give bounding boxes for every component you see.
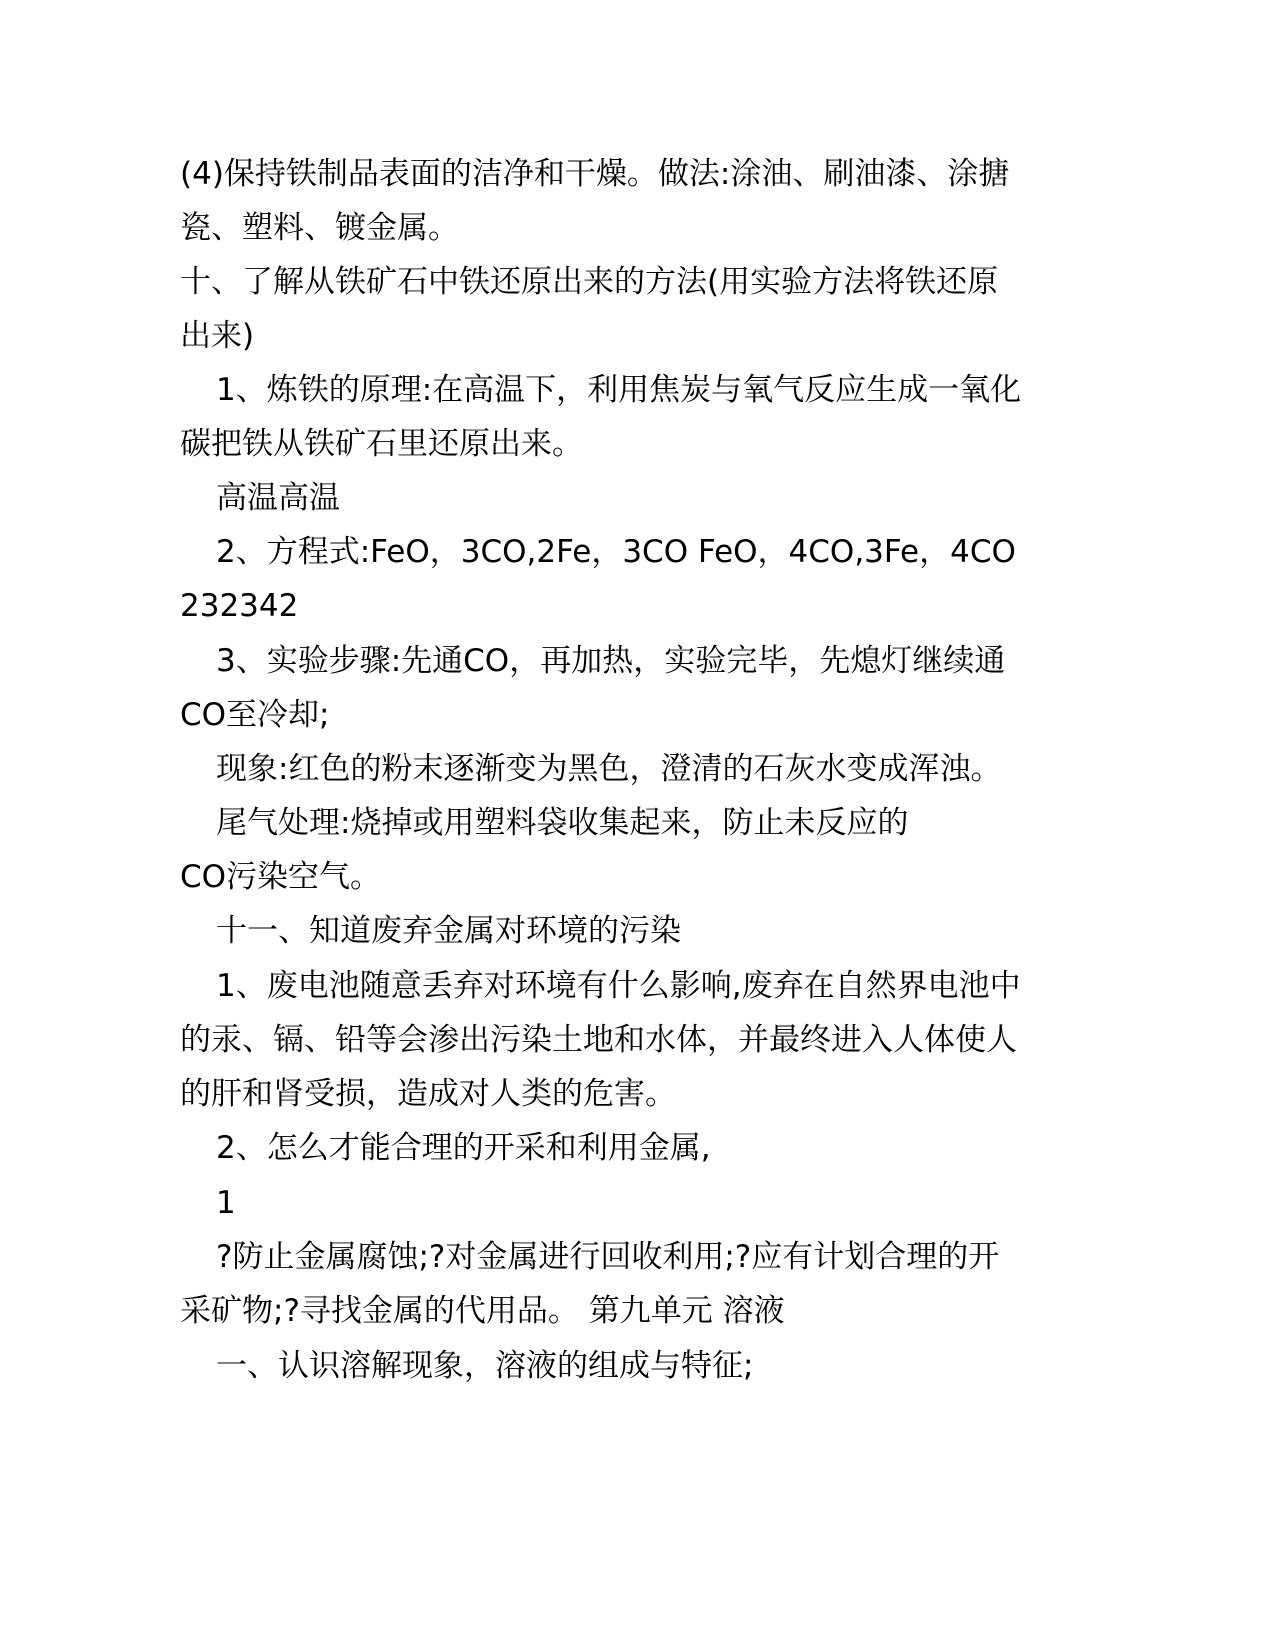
text-line-11: CO至冷却; xyxy=(180,697,330,733)
text-line-2: 瓷、塑料、镀金属。 xyxy=(180,210,459,246)
text-line-16: 1、废电池随意丢弃对环境有什么影响,废弃在自然界电池中 xyxy=(216,968,1021,1004)
text-line-4: 出来) xyxy=(180,318,255,354)
text-line-20: 1 xyxy=(216,1185,236,1221)
text-line-13: 尾气处理:烧掉或用塑料袋收集起来，防止未反应的 xyxy=(216,805,909,841)
text-line-17: 的汞、镉、铅等会渗出污染土地和水体，并最终进入人体使人 xyxy=(180,1022,1017,1058)
text-line-9: 232342 xyxy=(180,588,299,624)
text-line-7: 高温高温 xyxy=(216,480,340,516)
text-line-18: 的肝和肾受损，造成对人类的危害。 xyxy=(180,1076,676,1112)
text-line-21: ?防止金属腐蚀;?对金属进行回收利用;?应有计划合理的开 xyxy=(216,1239,1000,1275)
text-line-23: 一、认识溶解现象，溶液的组成与特征; xyxy=(216,1348,754,1384)
section-heading-11: 十一、知道废弃金属对环境的污染 xyxy=(216,913,681,949)
text-line-12: 现象:红色的粉末逐渐变为黑色，澄清的石灰水变成浑浊。 xyxy=(216,751,1002,787)
text-line-14: CO污染空气。 xyxy=(180,859,382,895)
text-line-8: 2、方程式:FeO，3CO,2Fe，3CO FeO，4CO,3Fe，4CO xyxy=(216,534,1016,570)
text-line-1: (4)保持铁制品表面的洁净和干燥。做法:涂油、刷油漆、涂搪 xyxy=(180,156,1010,192)
text-line-5: 1、炼铁的原理:在高温下，利用焦炭与氧气反应生成一氧化 xyxy=(216,372,1022,408)
text-line-22: 采矿物;?寻找金属的代用品。 第九单元 溶液 xyxy=(180,1293,785,1329)
text-line-3: 十、了解从铁矿石中铁还原出来的方法(用实验方法将铁还原 xyxy=(180,264,999,300)
text-line-6: 碳把铁从铁矿石里还原出来。 xyxy=(180,426,583,462)
text-line-19: 2、怎么才能合理的开采和利用金属, xyxy=(216,1130,711,1166)
text-line-10: 3、实验步骤:先通CO，再加热，实验完毕，先熄灯继续通 xyxy=(216,643,1006,679)
